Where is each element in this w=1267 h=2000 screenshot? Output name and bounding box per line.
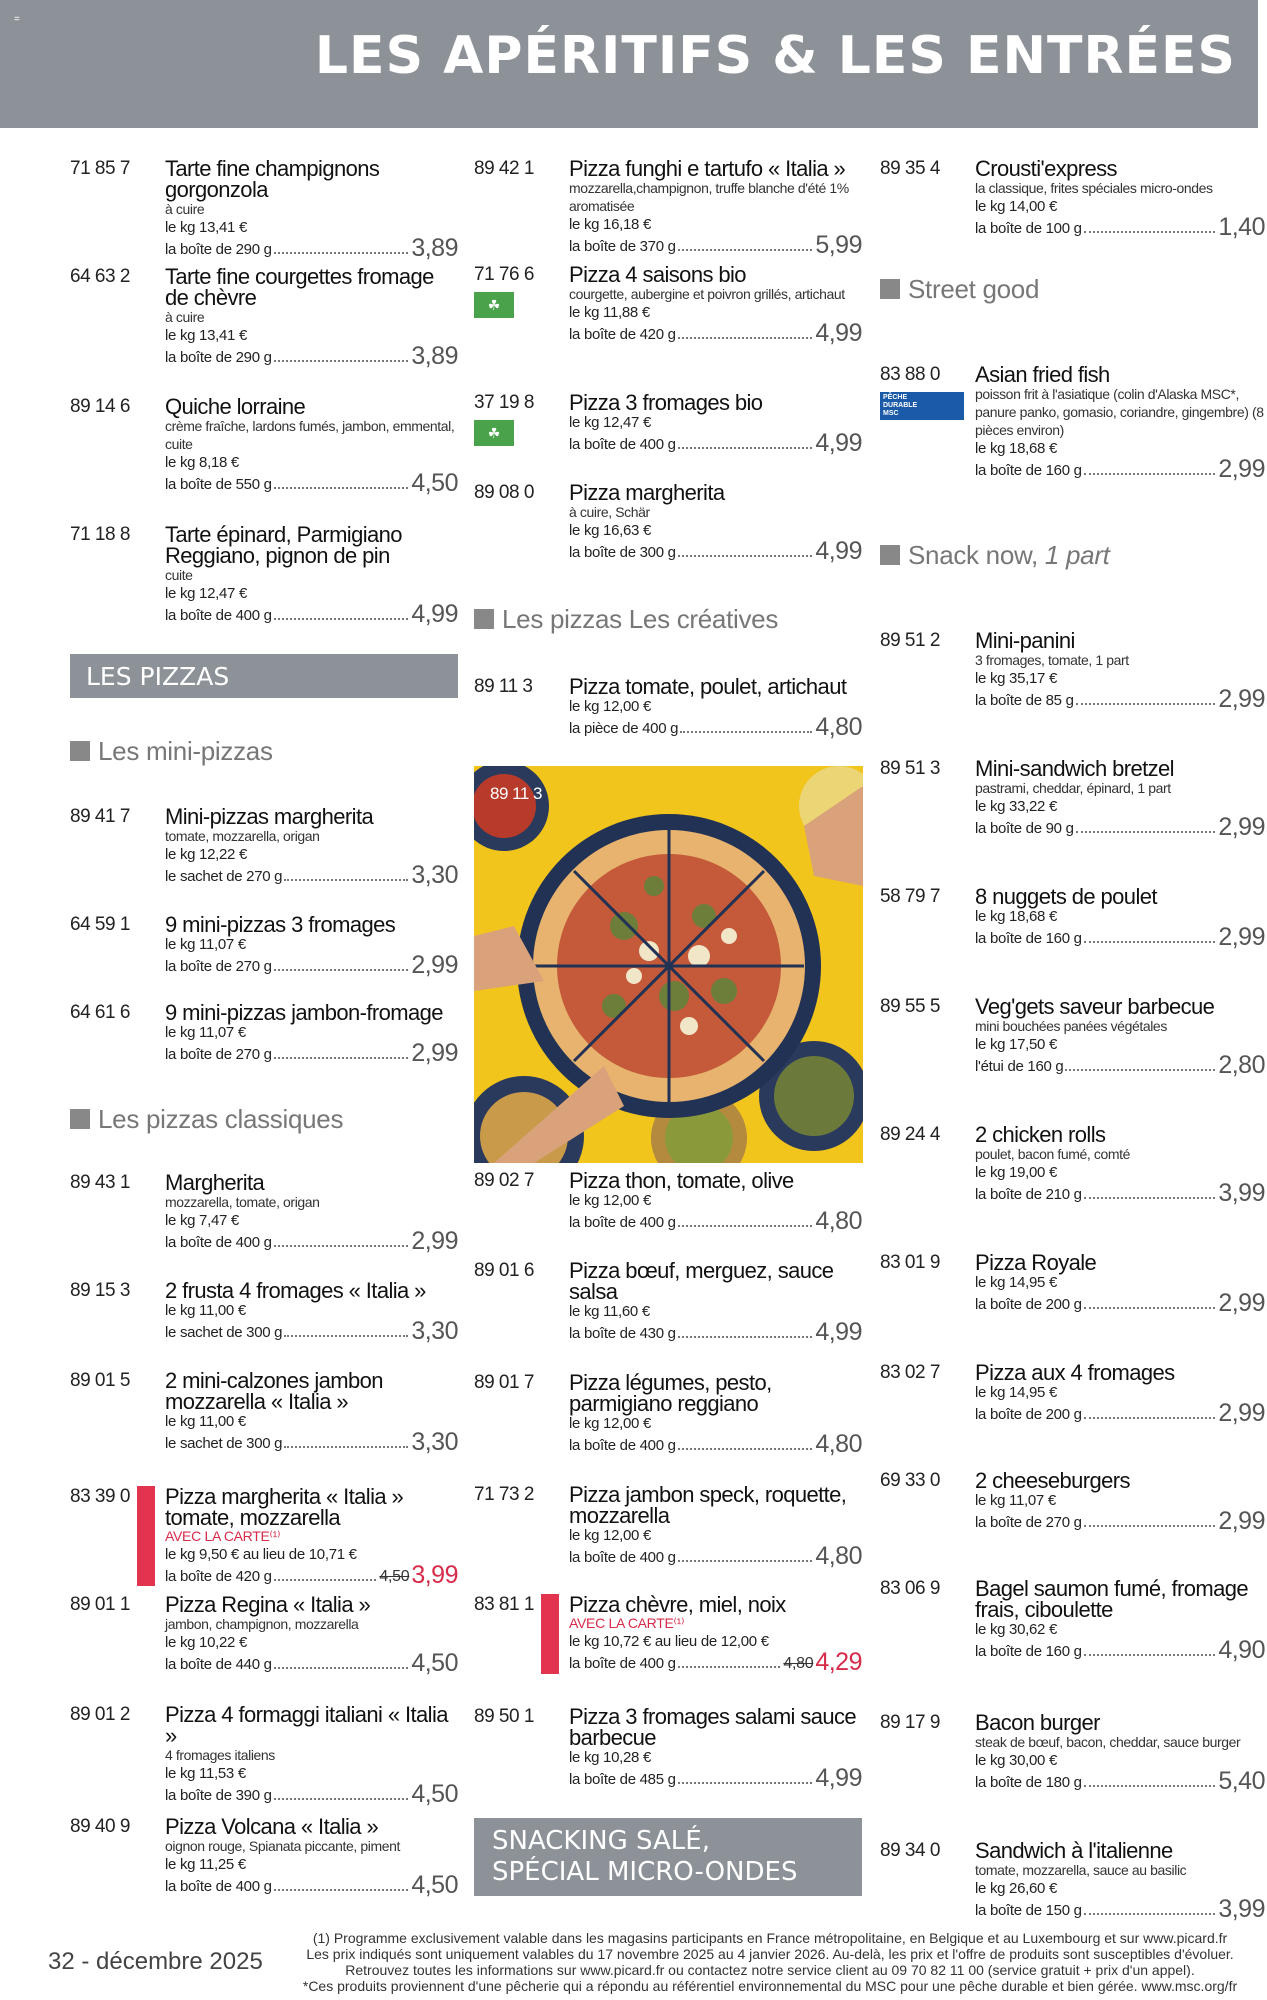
product-name: 2 chicken rolls bbox=[975, 1122, 1106, 1147]
product-format: la boîte de 400 g bbox=[165, 607, 272, 624]
product-desc: la classique, frites spéciales micro-ondes bbox=[975, 180, 1213, 196]
product-name: Tarte fine courgettes fromage de chèvre bbox=[165, 264, 434, 310]
product-code: 89 08 0 bbox=[474, 482, 534, 503]
product-name: Tarte épinard, Parmigiano Reggiano, pignon de pin bbox=[165, 522, 402, 568]
pizza-illustration bbox=[474, 766, 863, 1163]
product-desc: à cuire bbox=[165, 201, 205, 217]
page-number: 32 - décembre 2025 bbox=[48, 1948, 263, 1975]
product-price: 4,50 bbox=[411, 469, 458, 497]
product-format: l'étui de 160 g bbox=[975, 1058, 1064, 1075]
product-kg-price: le kg 11,07 € bbox=[165, 1024, 246, 1041]
product-name: Pizza tomate, poulet, artichaut bbox=[569, 674, 847, 699]
product-kg-price: le kg 30,62 € bbox=[975, 1621, 1057, 1638]
product-code: 64 63 2 bbox=[70, 266, 130, 287]
product-price: 4,99 bbox=[815, 1318, 862, 1346]
product-price: 3,99 bbox=[1218, 1895, 1265, 1923]
product-format: la boîte de 290 g bbox=[165, 349, 272, 366]
product-price: 3,89 bbox=[411, 234, 458, 262]
product-code: 83 88 0 bbox=[880, 364, 940, 385]
product-name: Pizza thon, tomate, olive bbox=[569, 1168, 794, 1193]
product-name: 9 mini-pizzas 3 fromages bbox=[165, 912, 396, 937]
product-price: 4,80 bbox=[815, 1207, 862, 1235]
product-kg-price: le kg 17,50 € bbox=[975, 1036, 1057, 1053]
product-name: Sandwich à l'italienne bbox=[975, 1838, 1173, 1863]
product-desc: pastrami, cheddar, épinard, 1 part bbox=[975, 780, 1171, 796]
photo-product-code: 89 11 3 bbox=[490, 784, 542, 803]
product-name: Tarte fine champignons gorgonzola bbox=[165, 156, 380, 202]
product-price: 4,80 bbox=[815, 713, 862, 741]
product-price: 3,30 bbox=[411, 1428, 458, 1456]
product-kg-price: le kg 30,00 € bbox=[975, 1752, 1057, 1769]
product-format: la boîte de 210 g bbox=[975, 1186, 1082, 1203]
loyalty-offer: AVEC LA CARTE⁽¹⁾ bbox=[569, 1615, 685, 1631]
product-kg-price: le kg 11,60 € bbox=[569, 1303, 650, 1320]
product-code: 83 39 0 bbox=[70, 1486, 130, 1507]
product-price: 3,99 bbox=[1218, 1179, 1265, 1207]
product-kg-price: le kg 11,88 € bbox=[569, 304, 650, 321]
product-kg-price: le kg 10,72 € au lieu de 12,00 € bbox=[569, 1633, 769, 1650]
product-desc: 4 fromages italiens bbox=[165, 1747, 275, 1763]
subsection-creatives: Les pizzas Les créatives bbox=[474, 604, 778, 635]
bio-label-icon: ☘ bbox=[474, 420, 514, 446]
product-format: la boîte de 440 g bbox=[165, 1656, 272, 1673]
product-code: 71 85 7 bbox=[70, 158, 130, 179]
product-code: 64 61 6 bbox=[70, 1002, 130, 1023]
product-kg-price: le kg 11,07 € bbox=[975, 1492, 1056, 1509]
product-code: 89 50 1 bbox=[474, 1706, 534, 1727]
product-price: 2,99 bbox=[1218, 923, 1265, 951]
product-code: 89 14 6 bbox=[70, 396, 130, 417]
product-code: 89 01 2 bbox=[70, 1704, 130, 1725]
product-price: 4,80 bbox=[815, 1430, 862, 1458]
product-desc: mini bouchées panées végétales bbox=[975, 1018, 1167, 1034]
product-kg-price: le kg 16,18 € bbox=[569, 216, 651, 233]
product-format: la boîte de 390 g bbox=[165, 1787, 272, 1804]
product-name: 8 nuggets de poulet bbox=[975, 884, 1157, 909]
product-price: 4,99 bbox=[815, 429, 862, 457]
product-desc: tomate, mozzarella, sauce au basilic bbox=[975, 1862, 1187, 1878]
product-name: Pizza Royale bbox=[975, 1250, 1097, 1275]
product-name: Pizza Regina « Italia » bbox=[165, 1592, 371, 1617]
product-desc: mozzarella,champignon, truffe blanche d'été 1% aromatisée bbox=[569, 180, 849, 214]
product-format: la boîte de 100 g bbox=[975, 220, 1082, 237]
product-price: 4,50 bbox=[411, 1780, 458, 1808]
product-name: Pizza aux 4 fromages bbox=[975, 1360, 1175, 1385]
product-code: 71 18 8 bbox=[70, 524, 130, 545]
subsection-snack-now: Snack now, 1 part bbox=[880, 540, 1110, 571]
product-desc: à cuire bbox=[165, 309, 205, 325]
bio-label-icon: ☘ bbox=[474, 292, 514, 318]
product-code: 89 40 9 bbox=[70, 1816, 130, 1837]
product-name: Veg'gets saveur barbecue bbox=[975, 994, 1215, 1019]
product-kg-price: le kg 12,00 € bbox=[569, 1192, 651, 1209]
product-code: 89 11 3 bbox=[474, 676, 533, 697]
product-price: 4,90 bbox=[1218, 1636, 1265, 1664]
section-band-pizzas: LES PIZZAS bbox=[70, 654, 458, 698]
product-name: Pizza Volcana « Italia » bbox=[165, 1814, 379, 1839]
product-format: la boîte de 370 g bbox=[569, 238, 676, 255]
product-kg-price: le kg 18,68 € bbox=[975, 440, 1057, 457]
product-price: 5,99 bbox=[815, 231, 862, 259]
product-price: 4,99 bbox=[815, 537, 862, 565]
product-price: 2,99 bbox=[1218, 813, 1265, 841]
product-format: la boîte de 420 g bbox=[165, 1568, 272, 1585]
product-format: la boîte de 200 g bbox=[975, 1406, 1082, 1423]
product-price: 4,50 bbox=[411, 1649, 458, 1677]
product-kg-price: le kg 9,50 € au lieu de 10,71 € bbox=[165, 1546, 357, 1563]
product-price: 4,80 bbox=[815, 1542, 862, 1570]
product-format: la boîte de 400 g bbox=[569, 1214, 676, 1231]
product-format: la pièce de 400 g bbox=[569, 720, 679, 737]
product-code: 89 15 3 bbox=[70, 1280, 130, 1301]
product-format: la boîte de 485 g bbox=[569, 1771, 676, 1788]
product-price: 2,80 bbox=[1218, 1051, 1265, 1079]
product-desc: cuite bbox=[165, 567, 193, 583]
product-price: 4,50 bbox=[411, 1871, 458, 1899]
product-code: 89 35 4 bbox=[880, 158, 940, 179]
product-name: Pizza jambon speck, roquette, mozzarella bbox=[569, 1482, 847, 1528]
product-price: 2,99 bbox=[1218, 1507, 1265, 1535]
product-name: Pizza funghi e tartufo « Italia » bbox=[569, 156, 846, 181]
product-code: 64 59 1 bbox=[70, 914, 130, 935]
product-code: 83 06 9 bbox=[880, 1578, 940, 1599]
product-kg-price: le kg 35,17 € bbox=[975, 670, 1057, 687]
product-name: Pizza 3 fromages salami sauce barbecue bbox=[569, 1704, 857, 1750]
product-kg-price: le kg 11,00 € bbox=[165, 1413, 246, 1430]
product-code: 89 51 2 bbox=[880, 630, 940, 651]
product-format: la boîte de 400 g bbox=[569, 436, 676, 453]
product-kg-price: le kg 11,53 € bbox=[165, 1765, 246, 1782]
product-code: 89 41 7 bbox=[70, 806, 130, 827]
product-format: la boîte de 90 g bbox=[975, 820, 1074, 837]
product-price: 1,40 bbox=[1218, 213, 1265, 241]
product-code: 71 73 2 bbox=[474, 1484, 534, 1505]
product-desc: poulet, bacon fumé, comté bbox=[975, 1146, 1130, 1162]
product-format: la boîte de 400 g bbox=[569, 1549, 676, 1566]
product-format: le sachet de 300 g bbox=[165, 1324, 283, 1341]
product-kg-price: le kg 16,63 € bbox=[569, 522, 651, 539]
product-desc: 3 fromages, tomate, 1 part bbox=[975, 652, 1129, 668]
product-code: 89 01 6 bbox=[474, 1260, 534, 1281]
product-price: 3,30 bbox=[411, 861, 458, 889]
product-price: 2,99 bbox=[411, 1039, 458, 1067]
product-format: la boîte de 400 g bbox=[569, 1655, 676, 1672]
page-header bbox=[0, 0, 1258, 128]
product-kg-price: le kg 18,68 € bbox=[975, 908, 1057, 925]
product-name: 2 cheeseburgers bbox=[975, 1468, 1130, 1493]
product-kg-price: le kg 10,28 € bbox=[569, 1749, 651, 1766]
product-format: la boîte de 150 g bbox=[975, 1902, 1082, 1919]
product-format: la boîte de 400 g bbox=[165, 1234, 272, 1251]
old-price: 4,50 bbox=[379, 1568, 410, 1585]
product-price: 4,29 bbox=[815, 1648, 862, 1676]
subsection-classiques: Les pizzas classiques bbox=[70, 1104, 343, 1135]
product-format: la boîte de 160 g bbox=[975, 1643, 1082, 1660]
product-code: 89 34 0 bbox=[880, 1840, 940, 1861]
product-price: 2,99 bbox=[1218, 1399, 1265, 1427]
product-price: 2,99 bbox=[411, 951, 458, 979]
footer-line: Retrouvez toutes les informations sur www.picard.fr ou contactez notre service client au 09 70 82 11 00 (service gratuit + prix d'un appel). bbox=[345, 1962, 1195, 1978]
product-code: 71 76 6 bbox=[474, 264, 534, 285]
product-code: 83 02 7 bbox=[880, 1362, 940, 1383]
product-code: 89 43 1 bbox=[70, 1172, 130, 1193]
product-price: 3,89 bbox=[411, 342, 458, 370]
product-code: 83 81 1 bbox=[474, 1594, 534, 1615]
product-name: Pizza 4 formaggi italiani « Italia » bbox=[165, 1702, 448, 1748]
product-format: la boîte de 300 g bbox=[569, 544, 676, 561]
pizza-photo bbox=[474, 766, 863, 1163]
product-format: la boîte de 420 g bbox=[569, 326, 676, 343]
product-desc: oignon rouge, Spianata piccante, piment bbox=[165, 1838, 401, 1854]
product-name: 2 frusta 4 fromages « Italia » bbox=[165, 1278, 426, 1303]
product-code: 89 01 7 bbox=[474, 1372, 534, 1393]
product-name: Pizza chèvre, miel, noix bbox=[569, 1592, 786, 1617]
product-price: 2,99 bbox=[1218, 1289, 1265, 1317]
product-code: 37 19 8 bbox=[474, 392, 534, 413]
product-format: le sachet de 270 g bbox=[165, 868, 283, 885]
product-name: Mini-sandwich bretzel bbox=[975, 756, 1174, 781]
product-code: 89 42 1 bbox=[474, 158, 534, 179]
legal-footer bbox=[280, 1930, 1260, 1994]
product-price: 3,30 bbox=[411, 1317, 458, 1345]
product-name: Pizza margherita bbox=[569, 480, 725, 505]
product-price: 3,99 bbox=[411, 1561, 458, 1589]
product-name: Crousti'express bbox=[975, 156, 1117, 181]
product-format: la boîte de 160 g bbox=[975, 930, 1082, 947]
product-name: Bacon burger bbox=[975, 1710, 1100, 1735]
product-kg-price: le kg 11,25 € bbox=[165, 1856, 246, 1873]
product-kg-price: le kg 13,41 € bbox=[165, 327, 247, 344]
product-desc: jambon, champignon, mozzarella bbox=[165, 1616, 359, 1632]
product-name: Pizza 3 fromages bio bbox=[569, 390, 763, 415]
product-price: 5,40 bbox=[1218, 1767, 1265, 1795]
product-kg-price: le kg 26,60 € bbox=[975, 1880, 1057, 1897]
product-price: 2,99 bbox=[1218, 685, 1265, 713]
product-name: 2 mini-calzones jambon mozzarella « Italia » bbox=[165, 1368, 383, 1414]
footer-line: *Ces produits proviennent d'une pêcherie qui a répondu au référentiel environnemental du MSC pour une pêche durable et bien gérée. www.msc.org/fr bbox=[302, 1978, 1238, 1994]
product-code: 89 51 3 bbox=[880, 758, 940, 779]
promo-bar bbox=[541, 1594, 559, 1674]
product-format: la boîte de 550 g bbox=[165, 476, 272, 493]
product-format: la boîte de 270 g bbox=[975, 1514, 1082, 1531]
product-kg-price: le kg 12,00 € bbox=[569, 698, 651, 715]
product-name: Quiche lorraine bbox=[165, 394, 306, 419]
promo-bar bbox=[137, 1486, 155, 1586]
product-kg-price: le kg 7,47 € bbox=[165, 1212, 239, 1229]
product-desc: crème fraîche, lardons fumés, jambon, emmental, cuite bbox=[165, 418, 455, 452]
product-name: Margherita bbox=[165, 1170, 265, 1195]
product-name: Asian fried fish bbox=[975, 362, 1110, 387]
product-kg-price: le kg 12,47 € bbox=[165, 585, 247, 602]
product-name: Pizza 4 saisons bio bbox=[569, 262, 746, 287]
product-price: 4,99 bbox=[815, 319, 862, 347]
loyalty-offer: AVEC LA CARTE⁽¹⁾ bbox=[165, 1528, 281, 1544]
product-name: Pizza margherita « Italia » tomate, mozzarella bbox=[165, 1484, 404, 1530]
product-price: 4,99 bbox=[411, 600, 458, 628]
product-kg-price: le kg 12,00 € bbox=[569, 1415, 651, 1432]
product-kg-price: le kg 33,22 € bbox=[975, 798, 1057, 815]
product-code: 83 01 9 bbox=[880, 1252, 940, 1273]
section-band-snacking: SNACKING SALÉ, SPÉCIAL MICRO-ONDES bbox=[474, 1818, 862, 1896]
product-format: la boîte de 270 g bbox=[165, 1046, 272, 1063]
product-name: 9 mini-pizzas jambon-fromage bbox=[165, 1000, 443, 1025]
product-desc: steak de bœuf, bacon, cheddar, sauce burger bbox=[975, 1734, 1241, 1750]
product-code: 69 33 0 bbox=[880, 1470, 940, 1491]
product-kg-price: le kg 14,95 € bbox=[975, 1274, 1057, 1291]
old-price: 4,80 bbox=[783, 1655, 814, 1672]
header-mark: = bbox=[14, 14, 20, 25]
product-format: la boîte de 430 g bbox=[569, 1325, 676, 1342]
product-code: 89 17 9 bbox=[880, 1712, 940, 1733]
product-price: 2,99 bbox=[411, 1227, 458, 1255]
product-desc: mozzarella, tomate, origan bbox=[165, 1194, 320, 1210]
product-name: Pizza bœuf, merguez, sauce salsa bbox=[569, 1258, 834, 1304]
product-kg-price: le kg 8,18 € bbox=[165, 454, 239, 471]
product-desc: courgette, aubergine et poivron grillés, artichaut bbox=[569, 286, 845, 302]
subsection-street-good: Street good bbox=[880, 274, 1039, 305]
product-format: la boîte de 85 g bbox=[975, 692, 1074, 709]
product-format: la boîte de 290 g bbox=[165, 241, 272, 258]
product-desc: à cuire, Schär bbox=[569, 504, 650, 520]
product-code: 89 02 7 bbox=[474, 1170, 534, 1191]
product-code: 89 24 4 bbox=[880, 1124, 940, 1145]
product-name: Bagel saumon fumé, fromage frais, ciboulette bbox=[975, 1576, 1248, 1622]
product-kg-price: le kg 12,00 € bbox=[569, 1527, 651, 1544]
product-name: Pizza légumes, pesto, parmigiano reggiano bbox=[569, 1370, 772, 1416]
product-format: la boîte de 400 g bbox=[569, 1437, 676, 1454]
product-format: la boîte de 160 g bbox=[975, 462, 1082, 479]
footer-line: Les prix indiqués sont uniquement valables du 17 novembre 2025 au 4 janvier 2026. Au-delà, les prix et l'offre de produits sont susceptibles d'évoluer. bbox=[306, 1946, 1234, 1962]
product-kg-price: le kg 11,07 € bbox=[165, 936, 246, 953]
product-format: le sachet de 300 g bbox=[165, 1435, 283, 1452]
product-code: 89 01 1 bbox=[70, 1594, 130, 1615]
product-kg-price: le kg 11,00 € bbox=[165, 1302, 246, 1319]
product-kg-price: le kg 14,95 € bbox=[975, 1384, 1057, 1401]
product-format: la boîte de 180 g bbox=[975, 1774, 1082, 1791]
product-desc: tomate, mozzarella, origan bbox=[165, 828, 320, 844]
footer-line: (1) Programme exclusivement valable dans les magasins participants en France métropolitaine, en Belgique et au Luxembourg et sur www.picard.fr bbox=[312, 1930, 1228, 1946]
product-kg-price: le kg 12,47 € bbox=[569, 414, 651, 431]
product-kg-price: le kg 14,00 € bbox=[975, 198, 1057, 215]
product-desc: poisson frit à l'asiatique (colin d'Alaska MSC*, panure panko, gomasio, coriandre, gingembre) (8 pièces environ) bbox=[975, 386, 1264, 438]
product-kg-price: le kg 19,00 € bbox=[975, 1164, 1057, 1181]
product-name: Mini-panini bbox=[975, 628, 1075, 653]
product-kg-price: le kg 10,22 € bbox=[165, 1634, 247, 1651]
product-kg-price: le kg 13,41 € bbox=[165, 219, 247, 236]
msc-label-icon: PÊCHE DURABLE MSC bbox=[880, 392, 964, 420]
product-code: 89 01 5 bbox=[70, 1370, 130, 1391]
subsection-mini-pizzas: Les mini-pizzas bbox=[70, 736, 273, 767]
product-code: 58 79 7 bbox=[880, 886, 940, 907]
product-kg-price: le kg 12,22 € bbox=[165, 846, 247, 863]
product-price: 2,99 bbox=[1218, 455, 1265, 483]
product-format: la boîte de 400 g bbox=[165, 1878, 272, 1895]
page-title: LES APÉRITIFS & LES ENTRÉES bbox=[314, 26, 1236, 86]
product-code: 89 55 5 bbox=[880, 996, 940, 1017]
product-format: la boîte de 200 g bbox=[975, 1296, 1082, 1313]
product-name: Mini-pizzas margherita bbox=[165, 804, 374, 829]
product-format: la boîte de 270 g bbox=[165, 958, 272, 975]
product-price: 4,99 bbox=[815, 1764, 862, 1792]
